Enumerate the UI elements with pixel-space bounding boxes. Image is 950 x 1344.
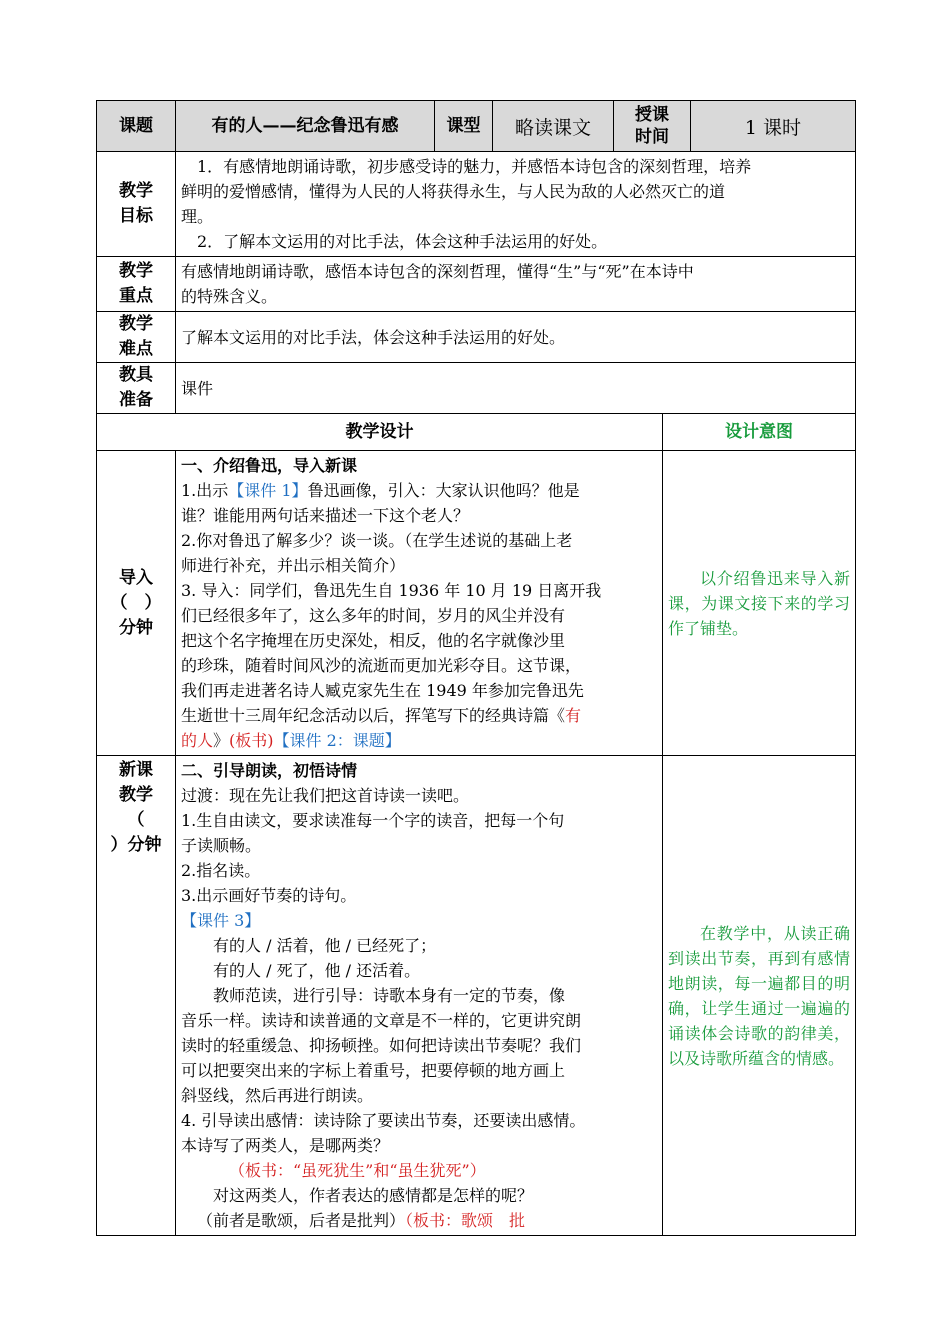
type-label: 课型 xyxy=(435,101,493,152)
new-lesson-title: 二、引导朗读，初悟诗情 xyxy=(181,761,358,780)
design-header-right: 设计意图 xyxy=(663,414,856,451)
difficulties-label: 教学 难点 xyxy=(97,312,176,363)
poem-line: 有的人 / 活着，他 / 已经死了； xyxy=(213,936,437,955)
board-note: （板书：歌颂 批 xyxy=(405,1211,526,1230)
new-lesson-label: 新课 教学 （ ）分钟 xyxy=(97,756,176,1236)
goals-line: 2．了解本文运用的对比手法，体会这种手法运用的好处。 xyxy=(197,232,608,251)
materials-content: 课件 xyxy=(176,363,856,414)
type-value: 略读课文 xyxy=(493,101,614,152)
intro-intent: 以介绍鲁迅来导入新课，为课文接下来的学习作了铺垫。 xyxy=(663,451,856,756)
design-header-row xyxy=(97,414,856,451)
lesson-plan-table xyxy=(96,100,856,1236)
slide-2-ref: 【课件 2：课题】 xyxy=(273,731,401,750)
hours-label: 授课 时间 xyxy=(614,101,691,152)
slide-3-ref: 【课件 3】 xyxy=(181,911,261,930)
header-row xyxy=(97,101,856,152)
hours-value: 1 课时 xyxy=(691,101,856,152)
intro-label: 导入 （ ） 分钟 xyxy=(97,451,176,756)
slide-1-ref: 【课件 1】 xyxy=(228,481,308,500)
board-note: (板书) xyxy=(229,731,274,750)
materials-label: 教具 准备 xyxy=(97,363,176,414)
topic-label: 课题 xyxy=(97,101,176,152)
key-points-label: 教学 重点 xyxy=(97,257,176,312)
design-header-left: 教学设计 xyxy=(97,414,663,451)
goals-label: 教学 目标 xyxy=(97,152,176,257)
goals-line: 1．有感情地朗诵诗歌，初步感受诗的魅力，并感悟本诗包含的深刻哲理，培养 xyxy=(197,157,752,176)
new-lesson-row xyxy=(97,756,856,1236)
materials-row xyxy=(97,363,856,414)
goals-line: 理。 xyxy=(181,207,214,226)
intro-title: 一、介绍鲁迅，导入新课 xyxy=(181,456,358,475)
difficulties-row xyxy=(97,312,856,363)
topic-value: 有的人——纪念鲁迅有感 xyxy=(176,101,435,152)
key-points-row xyxy=(97,257,856,312)
key-points-content: 有感情地朗诵诗歌，感悟本诗包含的深刻哲理，懂得“生”与“死”在本诗中 的特殊含义。 xyxy=(176,257,856,312)
new-lesson-intent: 在教学中，从读正确到读出节奏，再到有感情地朗读，每一遍都目的明确，让学生通过一遍遍的诵读体会诗歌的韵律美，以及诗歌所蕴含的情感。 xyxy=(663,756,856,1236)
goals-row xyxy=(97,152,856,257)
goals-content xyxy=(176,152,856,257)
goals-line: 鲜明的爱憎感情，懂得为人民的人将获得永生，与人民为敌的人必然灭亡的道 xyxy=(181,182,726,201)
new-lesson-content: 二、引导朗读，初悟诗情 过渡：现在先让我们把这首诗读一读吧。 1.生自由读文，要求读准每一个字的读音，把每一个句 子读顺畅。 2.指名读。 3.出示画好节奏的诗句。 【课件 3】 有的人 / 活着，他 / 已经死了； 有的人 / 死了，他 / 还活着。 教师范读，进行引导：诗歌本身有一定的节奏，像 音乐一样。读诗和读普通的文章是不一样的，它更讲究朗 读时的轻重缓急、抑扬顿挫。如何把诗读出节奏呢？我们 可以把要突出来的字标上着重号，把要停顿的地方画上 斜竖线，然后再进行朗读。 4. 引导读出感情：读诗除了要读出节奏，还要读出感情。 本诗写了两类人，是哪两类？ （板书：“虽死犹生”和“虽生犹死”） 对这两类人，作者表达的感情都是怎样的呢？ （前者是歌颂，后者是批判）（板书：歌颂 批 xyxy=(176,756,663,1236)
intro-content: 一、介绍鲁迅，导入新课 1.出示【课件 1】鲁迅画像，引入：大家认识他吗？他是 谁？谁能用两句话来描述一下这个老人？ 2.你对鲁迅了解多少？谈一谈。（在学生述说的基础上老 师进行补充，并出示相关简介） 3. 导入：同学们，鲁迅先生自 1936 年 10 月 19 日离开我 们已经很多年了，这么多年的时间，岁月的风尘并没有 把这个名字掩埋在历史深处，相反，他的名字就像沙里 的珍珠，随着时间风沙的流逝而更加光彩夺目。这节课， 我们再走进著名诗人臧克家先生在 1949 年参加完鲁迅先 生逝世十三周年纪念活动以后，挥笔写下的经典诗篇《有 的人》(板书)【课件 2：课题】 xyxy=(176,451,663,756)
board-note: （板书：“虽死犹生”和“虽生犹死”） xyxy=(229,1161,486,1180)
poem-line: 有的人 / 死了，他 / 还活着。 xyxy=(213,961,421,980)
difficulties-content: 了解本文运用的对比手法，体会这种手法运用的好处。 xyxy=(176,312,856,363)
intro-row xyxy=(97,451,856,756)
